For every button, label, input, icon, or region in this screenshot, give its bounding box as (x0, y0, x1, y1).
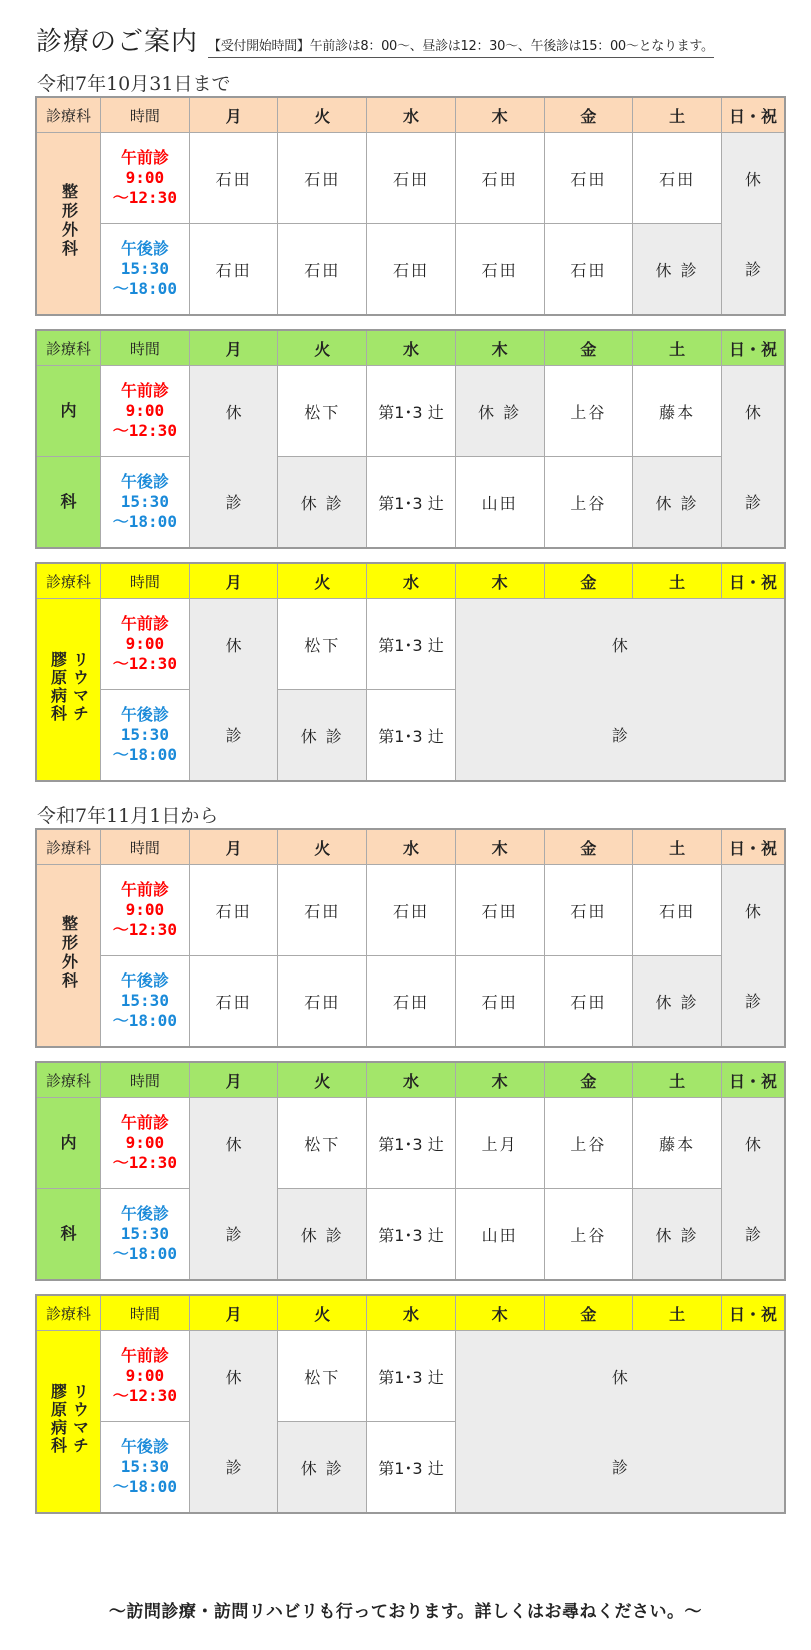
header-time: 時間 (101, 97, 190, 133)
afternoon-time: 午後診 15:30 ～18:00 (101, 457, 190, 549)
period-label-until-oct: 令和7年10月31日まで (37, 73, 231, 95)
header-mon: 月 (189, 1062, 278, 1098)
header-tue: 火 (278, 97, 367, 133)
closed-mon: 休 診 (189, 366, 278, 549)
doctor-wed-am: 第1･3 辻 (367, 599, 456, 690)
doctor-sat-am: 石田 (633, 865, 722, 956)
doctor-wed-pm: 第1･3 辻 (367, 1189, 456, 1281)
dept-label-rheumatism: リウマチ (70, 651, 90, 723)
header-row (36, 829, 785, 865)
header-tue: 火 (278, 829, 367, 865)
page-title: 診療のご案内 (36, 27, 199, 57)
header-sat: 土 (633, 1295, 722, 1331)
header-fri: 金 (544, 563, 633, 599)
schedule-table-internal-2 (35, 1061, 786, 1281)
doctor-mon-am: 石田 (189, 865, 278, 956)
header-thu: 木 (455, 330, 544, 366)
doctor-wed-pm: 石田 (367, 224, 456, 316)
header-dept: 診療科 (36, 1295, 101, 1331)
header-wed: 水 (367, 97, 456, 133)
afternoon-row (36, 457, 785, 549)
doctor-tue-pm: 石田 (278, 956, 367, 1048)
closed-tue-pm: 休 診 (278, 690, 367, 782)
header-tue: 火 (278, 1062, 367, 1098)
header-fri: 金 (544, 1062, 633, 1098)
header-thu: 木 (455, 97, 544, 133)
closed-sat-pm: 休 診 (633, 457, 722, 549)
afternoon-time: 午後診 15:30 ～18:00 (101, 956, 190, 1048)
morning-row (36, 133, 785, 224)
schedule-table-orthopedics-1 (35, 96, 786, 316)
header-mon: 月 (189, 330, 278, 366)
afternoon-row (36, 1189, 785, 1281)
schedule-table-rheumatology-1 (35, 562, 786, 782)
header-row (36, 97, 785, 133)
dept-cell-top: 内 (36, 366, 101, 457)
doctor-tue-am: 松下 (278, 599, 367, 690)
schedule-table-rheumatology-2 (35, 1294, 786, 1514)
closed-mon: 休 診 (189, 599, 278, 782)
doctor-thu-am: 石田 (455, 865, 544, 956)
dept-label-collagen: 膠原病科 (48, 1383, 68, 1455)
header-mon: 月 (189, 829, 278, 865)
header-sat: 土 (633, 330, 722, 366)
header-sat: 土 (633, 829, 722, 865)
header-tue: 火 (278, 1295, 367, 1331)
header-row (36, 330, 785, 366)
doctor-wed-pm: 第1･3 辻 (367, 457, 456, 549)
morning-row (36, 1098, 785, 1189)
header-fri: 金 (544, 1295, 633, 1331)
header-time: 時間 (101, 829, 190, 865)
reception-hours-note: 【受付開始時間】午前診は8：00～、昼診は12：30～、午後診は15：00～となります。 (208, 38, 714, 58)
header-wed: 水 (367, 563, 456, 599)
afternoon-row (36, 224, 785, 316)
doctor-thu-am: 上月 (455, 1098, 544, 1189)
header-wed: 水 (367, 330, 456, 366)
header-fri: 金 (544, 97, 633, 133)
dept-cell-bottom: 科 (36, 457, 101, 549)
closed-mon: 休 診 (189, 1331, 278, 1514)
doctor-mon-pm: 石田 (189, 224, 278, 316)
doctor-wed-pm: 石田 (367, 956, 456, 1048)
header-time: 時間 (101, 1062, 190, 1098)
morning-time: 午前診 9:00 ～12:30 (101, 1331, 190, 1422)
closed-thu-to-sun: 休 診 (455, 1331, 785, 1514)
header-wed: 水 (367, 829, 456, 865)
doctor-fri-pm: 上谷 (544, 457, 633, 549)
closed-sun-holiday: 休 診 (721, 133, 785, 316)
closed-tue-pm: 休 診 (278, 457, 367, 549)
header-sun-holiday: 日・祝 (721, 1062, 785, 1098)
header-row (36, 1062, 785, 1098)
header-mon: 月 (189, 563, 278, 599)
morning-time: 午前診 9:00 ～12:30 (101, 1098, 190, 1189)
dept-cell (36, 865, 101, 1048)
doctor-fri-pm: 石田 (544, 956, 633, 1048)
afternoon-time: 午後診 15:30 ～18:00 (101, 1422, 190, 1514)
header-sun-holiday: 日・祝 (721, 563, 785, 599)
header-tue: 火 (278, 563, 367, 599)
schedule-table-internal-1 (35, 329, 786, 549)
doctor-fri-am: 石田 (544, 865, 633, 956)
doctor-tue-pm: 石田 (278, 224, 367, 316)
morning-row (36, 865, 785, 956)
header-thu: 木 (455, 1062, 544, 1098)
morning-time: 午前診 9:00 ～12:30 (101, 599, 190, 690)
afternoon-row (36, 956, 785, 1048)
doctor-wed-am: 第1･3 辻 (367, 1098, 456, 1189)
header-thu: 木 (455, 829, 544, 865)
doctor-mon-pm: 石田 (189, 956, 278, 1048)
dept-label: 整形外科 (59, 915, 79, 991)
header-time: 時間 (101, 1295, 190, 1331)
header-mon: 月 (189, 97, 278, 133)
closed-sun-holiday: 休 診 (721, 1098, 785, 1281)
doctor-sat-am: 藤本 (633, 366, 722, 457)
doctor-wed-am: 石田 (367, 865, 456, 956)
header-sat: 土 (633, 1062, 722, 1098)
doctor-wed-pm: 第1･3 辻 (367, 690, 456, 782)
closed-sat-pm: 休 診 (633, 1189, 722, 1281)
header-thu: 木 (455, 1295, 544, 1331)
header-dept: 診療科 (36, 97, 101, 133)
header-sat: 土 (633, 97, 722, 133)
doctor-thu-pm: 山田 (455, 1189, 544, 1281)
doctor-tue-am: 松下 (278, 1331, 367, 1422)
header-mon: 月 (189, 1295, 278, 1331)
afternoon-time: 午後診 15:30 ～18:00 (101, 224, 190, 316)
dept-cell (36, 599, 101, 782)
dept-label-rheumatism: リウマチ (70, 1383, 90, 1455)
header-time: 時間 (101, 330, 190, 366)
doctor-tue-am: 松下 (278, 1098, 367, 1189)
header-sun-holiday: 日・祝 (721, 330, 785, 366)
morning-time: 午前診 9:00 ～12:30 (101, 366, 190, 457)
dept-cell-bottom: 科 (36, 1189, 101, 1281)
header-thu: 木 (455, 563, 544, 599)
header-row (36, 1295, 785, 1331)
header-tue: 火 (278, 330, 367, 366)
closed-tue-pm: 休 診 (278, 1422, 367, 1514)
dept-cell (36, 133, 101, 316)
closed-thu-am: 休 診 (455, 366, 544, 457)
closed-thu-to-sun: 休 診 (455, 599, 785, 782)
closed-sat-pm: 休 診 (633, 224, 722, 316)
header-sun-holiday: 日・祝 (721, 97, 785, 133)
header-sat: 土 (633, 563, 722, 599)
doctor-tue-am: 松下 (278, 366, 367, 457)
header-wed: 水 (367, 1062, 456, 1098)
header-dept: 診療科 (36, 1062, 101, 1098)
header-dept: 診療科 (36, 330, 101, 366)
doctor-thu-pm: 山田 (455, 457, 544, 549)
afternoon-time: 午後診 15:30 ～18:00 (101, 1189, 190, 1281)
home-visit-footer-note: ～訪問診療・訪問リハビリも行っております。詳しくはお尋ねください。～ (108, 1602, 703, 1622)
doctor-fri-am: 上谷 (544, 366, 633, 457)
header-fri: 金 (544, 330, 633, 366)
header-fri: 金 (544, 829, 633, 865)
doctor-wed-pm: 第1･3 辻 (367, 1422, 456, 1514)
dept-label: 整形外科 (59, 183, 79, 259)
header-sun-holiday: 日・祝 (721, 829, 785, 865)
doctor-fri-pm: 上谷 (544, 1189, 633, 1281)
morning-time: 午前診 9:00 ～12:30 (101, 133, 190, 224)
doctor-sat-am: 藤本 (633, 1098, 722, 1189)
morning-row (36, 599, 785, 690)
period-label-from-nov: 令和7年11月1日から (37, 805, 219, 827)
doctor-tue-am: 石田 (278, 865, 367, 956)
dept-cell (36, 1331, 101, 1514)
doctor-thu-pm: 石田 (455, 956, 544, 1048)
doctor-wed-am: 第1･3 辻 (367, 1331, 456, 1422)
doctor-mon-am: 石田 (189, 133, 278, 224)
morning-time: 午前診 9:00 ～12:30 (101, 865, 190, 956)
header-dept: 診療科 (36, 829, 101, 865)
closed-sat-pm: 休 診 (633, 956, 722, 1048)
morning-row (36, 1331, 785, 1422)
doctor-fri-pm: 石田 (544, 224, 633, 316)
doctor-tue-am: 石田 (278, 133, 367, 224)
doctor-wed-am: 石田 (367, 133, 456, 224)
morning-row (36, 366, 785, 457)
header-wed: 水 (367, 1295, 456, 1331)
doctor-sat-am: 石田 (633, 133, 722, 224)
doctor-thu-am: 石田 (455, 133, 544, 224)
doctor-fri-am: 石田 (544, 133, 633, 224)
doctor-thu-pm: 石田 (455, 224, 544, 316)
dept-label-collagen: 膠原病科 (48, 651, 68, 723)
dept-cell-top: 内 (36, 1098, 101, 1189)
closed-tue-pm: 休 診 (278, 1189, 367, 1281)
doctor-fri-am: 上谷 (544, 1098, 633, 1189)
afternoon-time: 午後診 15:30 ～18:00 (101, 690, 190, 782)
header-time: 時間 (101, 563, 190, 599)
closed-sun-holiday: 休 診 (721, 366, 785, 549)
header-dept: 診療科 (36, 563, 101, 599)
closed-mon: 休 診 (189, 1098, 278, 1281)
closed-sun-holiday: 休 診 (721, 865, 785, 1048)
schedule-table-orthopedics-2 (35, 828, 786, 1048)
doctor-wed-am: 第1･3 辻 (367, 366, 456, 457)
header-row (36, 563, 785, 599)
header-sun-holiday: 日・祝 (721, 1295, 785, 1331)
